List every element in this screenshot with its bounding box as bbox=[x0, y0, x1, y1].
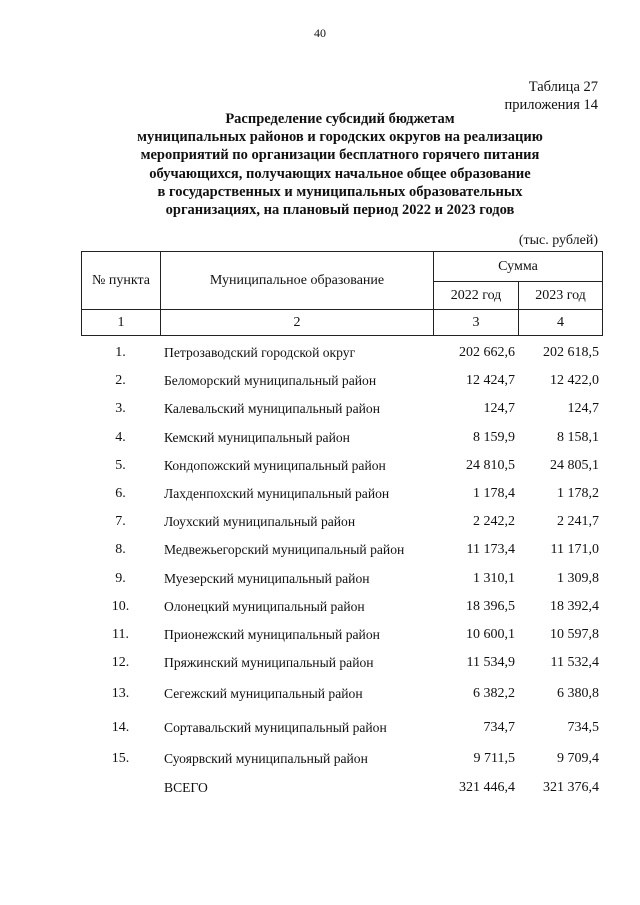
row-municipality: Лоухский муниципальный район bbox=[164, 514, 356, 530]
header-2022: 2022 год bbox=[434, 282, 519, 310]
table-row bbox=[81, 367, 602, 395]
table-number: Таблица 27 bbox=[528, 79, 598, 95]
row-value-2022: 1 310,1 bbox=[473, 570, 515, 586]
row-municipality: Кемский муниципальный район bbox=[164, 429, 350, 445]
row-value-2023: 11 532,4 bbox=[550, 655, 599, 671]
row-municipality: Сортавальский муниципальный район bbox=[164, 720, 387, 736]
row-value-2023: 124,7 bbox=[567, 401, 599, 417]
row-municipality: Сегежский муниципальный район bbox=[164, 686, 363, 702]
row-number: 12. bbox=[111, 655, 130, 671]
row-value-2023: 6 380,8 bbox=[557, 686, 599, 702]
row-value-2023: 9 709,4 bbox=[557, 751, 599, 767]
table-row bbox=[81, 621, 602, 649]
row-municipality: Олонецкий муниципальный район bbox=[164, 598, 365, 614]
title-line: мероприятий по организации бесплатного горячего питания bbox=[140, 147, 540, 164]
total-label: ВСЕГО bbox=[164, 780, 208, 796]
table-row bbox=[81, 508, 602, 536]
row-value-2022: 124,7 bbox=[483, 401, 515, 417]
row-number: 13. bbox=[111, 686, 130, 702]
row-value-2022: 734,7 bbox=[483, 720, 515, 736]
row-municipality: Беломорский муниципальный район bbox=[164, 373, 377, 389]
table-body bbox=[81, 339, 602, 803]
table-row bbox=[81, 745, 602, 773]
row-value-2022: 11 173,4 bbox=[466, 542, 515, 558]
row-value-2022: 18 396,5 bbox=[466, 598, 515, 614]
row-value-2023: 12 422,0 bbox=[550, 373, 599, 389]
table-row bbox=[81, 593, 602, 621]
total-value-2022: 321 446,4 bbox=[459, 780, 515, 796]
title-line: в государственных и муниципальных образовательных bbox=[157, 183, 523, 200]
row-municipality: Кондопожский муниципальный район bbox=[164, 457, 386, 473]
title-line: муниципальных районов и городских округов на реализацию bbox=[137, 129, 543, 146]
table-row bbox=[81, 480, 602, 508]
row-value-2022: 202 662,6 bbox=[459, 345, 515, 361]
table-reference bbox=[505, 78, 598, 114]
column-index-4: 4 bbox=[519, 310, 603, 336]
column-index-3: 3 bbox=[434, 310, 519, 336]
row-value-2022: 1 178,4 bbox=[473, 486, 515, 502]
table-row bbox=[81, 711, 602, 745]
row-value-2023: 24 805,1 bbox=[550, 457, 599, 473]
row-municipality: Суоярвский муниципальный район bbox=[164, 751, 368, 767]
row-value-2023: 1 178,2 bbox=[557, 486, 599, 502]
row-number: 4. bbox=[115, 429, 126, 445]
header-sum: Сумма bbox=[434, 252, 603, 282]
row-municipality: Медвежьегорский муниципальный район bbox=[164, 542, 405, 558]
row-number: 15. bbox=[111, 751, 130, 767]
units-label: (тыс. рублей) bbox=[518, 233, 598, 248]
row-number: 14. bbox=[111, 720, 130, 736]
table-header bbox=[81, 251, 603, 336]
row-number: 10. bbox=[111, 598, 130, 614]
row-municipality: Калевальский муниципальный район bbox=[164, 401, 380, 417]
header-2023: 2023 год bbox=[519, 282, 603, 310]
appendix-number: приложения 14 bbox=[504, 97, 598, 113]
row-number: 8. bbox=[115, 542, 126, 558]
row-value-2023: 202 618,5 bbox=[543, 345, 599, 361]
row-value-2023: 734,5 bbox=[567, 720, 599, 736]
row-number: 9. bbox=[115, 570, 126, 586]
column-index-1: 1 bbox=[82, 310, 161, 336]
total-number bbox=[81, 773, 160, 803]
row-value-2022: 6 382,2 bbox=[473, 686, 515, 702]
column-index-2: 2 bbox=[161, 310, 434, 336]
row-value-2022: 9 711,5 bbox=[473, 751, 515, 767]
title-line: организациях, на плановый период 2022 и 2023 годов bbox=[165, 202, 515, 219]
total-row bbox=[81, 773, 602, 803]
table-row bbox=[81, 339, 602, 367]
table-row bbox=[81, 649, 602, 677]
row-value-2023: 18 392,4 bbox=[550, 598, 599, 614]
row-value-2023: 8 158,1 bbox=[557, 429, 599, 445]
row-number: 5. bbox=[115, 457, 126, 473]
row-municipality: Петрозаводский городской округ bbox=[164, 345, 356, 361]
row-municipality: Лахденпохский муниципальный район bbox=[164, 486, 390, 502]
row-value-2023: 2 241,7 bbox=[557, 514, 599, 530]
row-number: 3. bbox=[115, 401, 126, 417]
table-row bbox=[81, 424, 602, 452]
title-line: Распределение субсидий бюджетам bbox=[225, 111, 455, 127]
row-value-2023: 1 309,8 bbox=[557, 570, 599, 586]
title-line: обучающихся, получающих начальное общее образование bbox=[149, 165, 531, 182]
total-value-2023: 321 376,4 bbox=[543, 780, 599, 796]
row-number: 7. bbox=[115, 514, 126, 530]
row-number: 11. bbox=[112, 626, 129, 642]
row-value-2022: 8 159,9 bbox=[473, 429, 515, 445]
row-value-2023: 11 171,0 bbox=[550, 542, 599, 558]
row-value-2022: 2 242,2 bbox=[473, 514, 515, 530]
table-row bbox=[81, 452, 602, 480]
row-municipality: Муезерский муниципальный район bbox=[164, 570, 370, 586]
row-value-2022: 24 810,5 bbox=[466, 457, 515, 473]
row-number: 1. bbox=[115, 345, 126, 361]
row-number: 2. bbox=[115, 373, 126, 389]
row-value-2022: 11 534,9 bbox=[466, 655, 515, 671]
row-value-2022: 12 424,7 bbox=[466, 373, 515, 389]
page-number: 40 bbox=[314, 26, 326, 40]
table-row bbox=[81, 395, 602, 423]
table-row bbox=[81, 536, 602, 564]
row-municipality: Прионежский муниципальный район bbox=[164, 626, 380, 642]
row-municipality: Пряжинский муниципальный район bbox=[164, 655, 374, 671]
table-row bbox=[81, 677, 602, 711]
header-number: № пункта bbox=[82, 252, 161, 310]
document-title bbox=[40, 110, 640, 219]
row-value-2023: 10 597,8 bbox=[550, 626, 599, 642]
header-municipality: Муниципальное образование bbox=[161, 252, 434, 310]
table-row bbox=[81, 565, 602, 593]
row-number: 6. bbox=[115, 486, 126, 502]
row-value-2022: 10 600,1 bbox=[466, 626, 515, 642]
